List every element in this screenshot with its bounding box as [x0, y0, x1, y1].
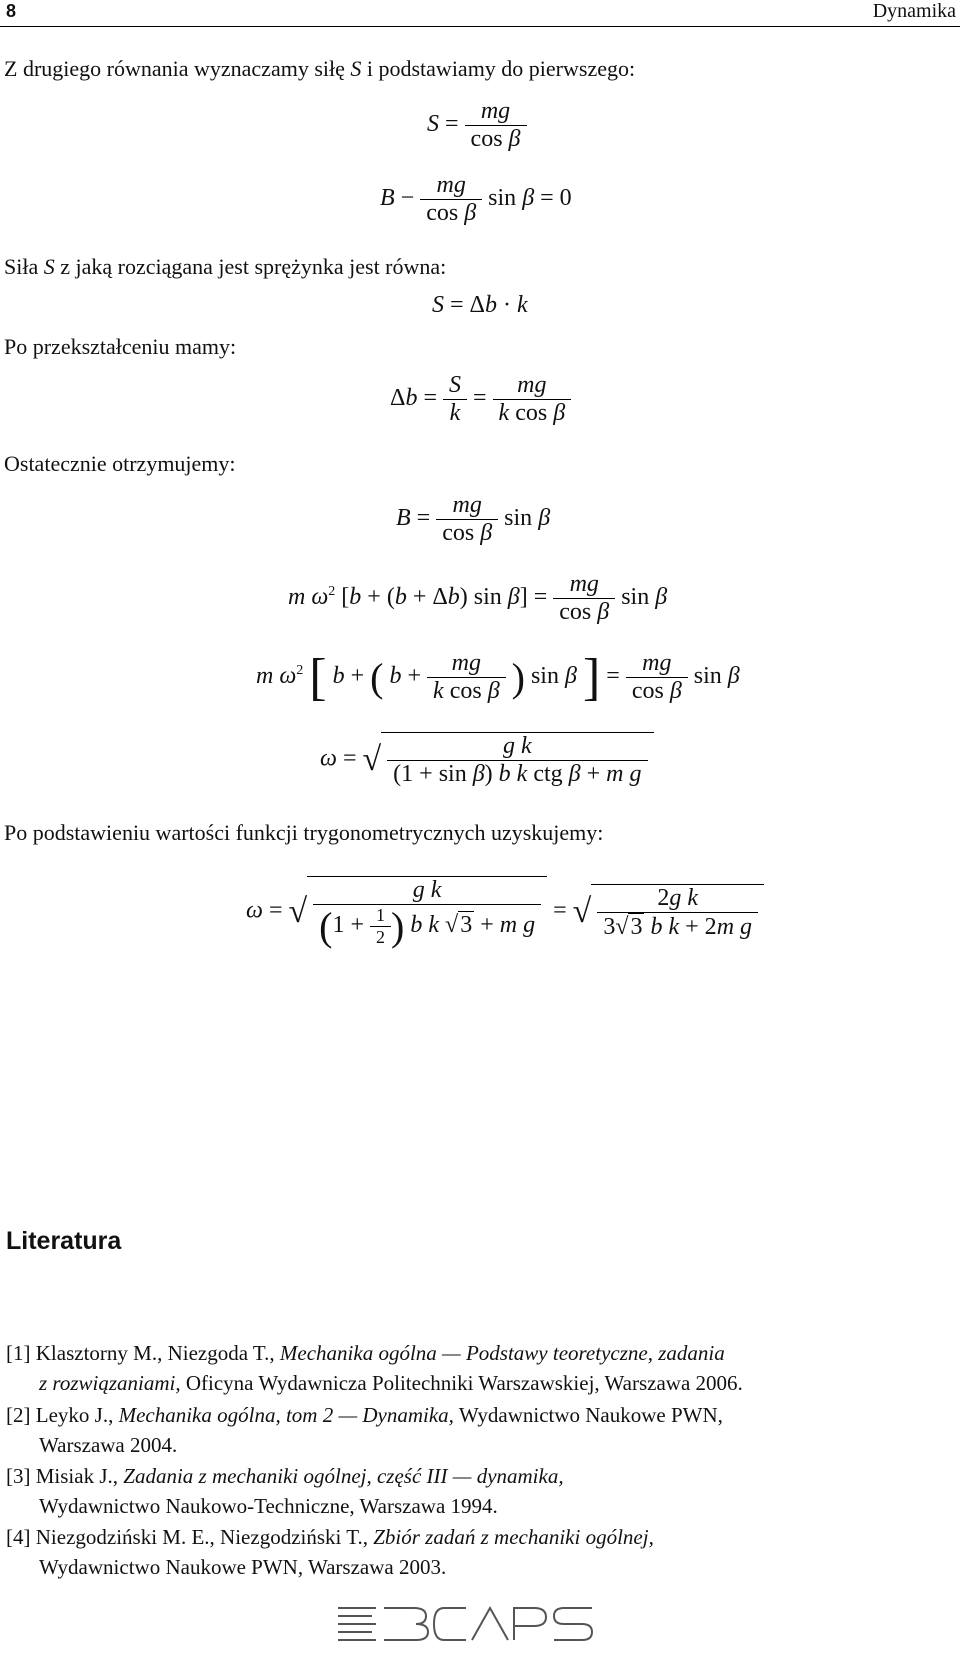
equation-5: B = $\frac{mg}{\text{cos β}}$ sin β	[396, 492, 551, 546]
paragraph-1: Z drugiego równania wyznaczamy siłę S i podstawiamy do pierwszego:	[4, 56, 636, 81]
paragraph-3: Po przekształceniu mamy:	[4, 334, 237, 359]
e3caps-logo	[336, 1604, 596, 1644]
equation-8: ω = √ $\frac{\text{g k}}{\text{(1 + sin β) b k ctg β + m g}}$	[320, 732, 654, 788]
paragraph-5: Po podstawieniu wartości funkcji trygonometrycznych uzyskujemy:	[4, 820, 604, 845]
equation-2: B − $\frac{mg}{\text{cos β}}$ sin β = 0	[380, 172, 572, 226]
paragraph-2: Siła S z jaką rozciągana jest sprężynka jest równa:	[4, 254, 447, 279]
literature-heading: Literatura	[6, 1227, 122, 1255]
reference-1: [1] Klasztorny M., Niezgoda T., Mechanika ogólna — Podstawy teoretyczne, zadania z rozwiązaniami, Oficyna Wydawnicza Politechniki Warszawskiej, Warszawa 2006.	[6, 1341, 743, 1395]
page-number: 8	[6, 1, 17, 21]
equation-1: S = $\frac{mg}{\text{cos β}}$	[427, 98, 527, 153]
reference-4: [4] Niezgodziński M. E., Niezgodziński T., Zbiór zadań z mechaniki ogólnej, Wydawnictwo Naukowe PWN, Warszawa 2003.	[6, 1525, 654, 1579]
equation-4: Δb = $\frac{S}{k}$ = $\frac{mg}{\text{k cos β}}$	[390, 372, 571, 427]
reference-2: [2] Leyko J., Mechanika ogólna, tom 2 — Dynamika, Wydawnictwo Naukowe PWN, Warszawa 2004.	[6, 1403, 723, 1457]
equation-3: S = Δb · k	[432, 292, 528, 318]
running-title: Dynamika	[872, 0, 956, 22]
equation-6: m $\omega^2$ [b + (b + Δb) sin β] = $\frac{mg}{\text{cos β}}$ sin β	[288, 571, 668, 625]
page-header	[0, 0, 960, 27]
equation-9: ω = √ g k (1 + $\frac{1}{2}$ ) b k √3 + m g = √ $\frac{\text{2g k}}{\text{3√3 b k + 2m g}}$	[246, 876, 764, 948]
paragraph-4: Ostatecznie otrzymujemy:	[4, 451, 236, 476]
equation-7: m $\omega^2$ [ b + ( b + $\frac{mg}{\text{k cos β}}$ ) sin β ] = $\frac{mg}{\text{cos β}}$ sin β	[256, 648, 740, 706]
reference-3: [3] Misiak J., Zadania z mechaniki ogólnej, część III — dynamika, Wydawnictwo Naukowo-Techniczne, Warszawa 1994.	[6, 1464, 564, 1518]
